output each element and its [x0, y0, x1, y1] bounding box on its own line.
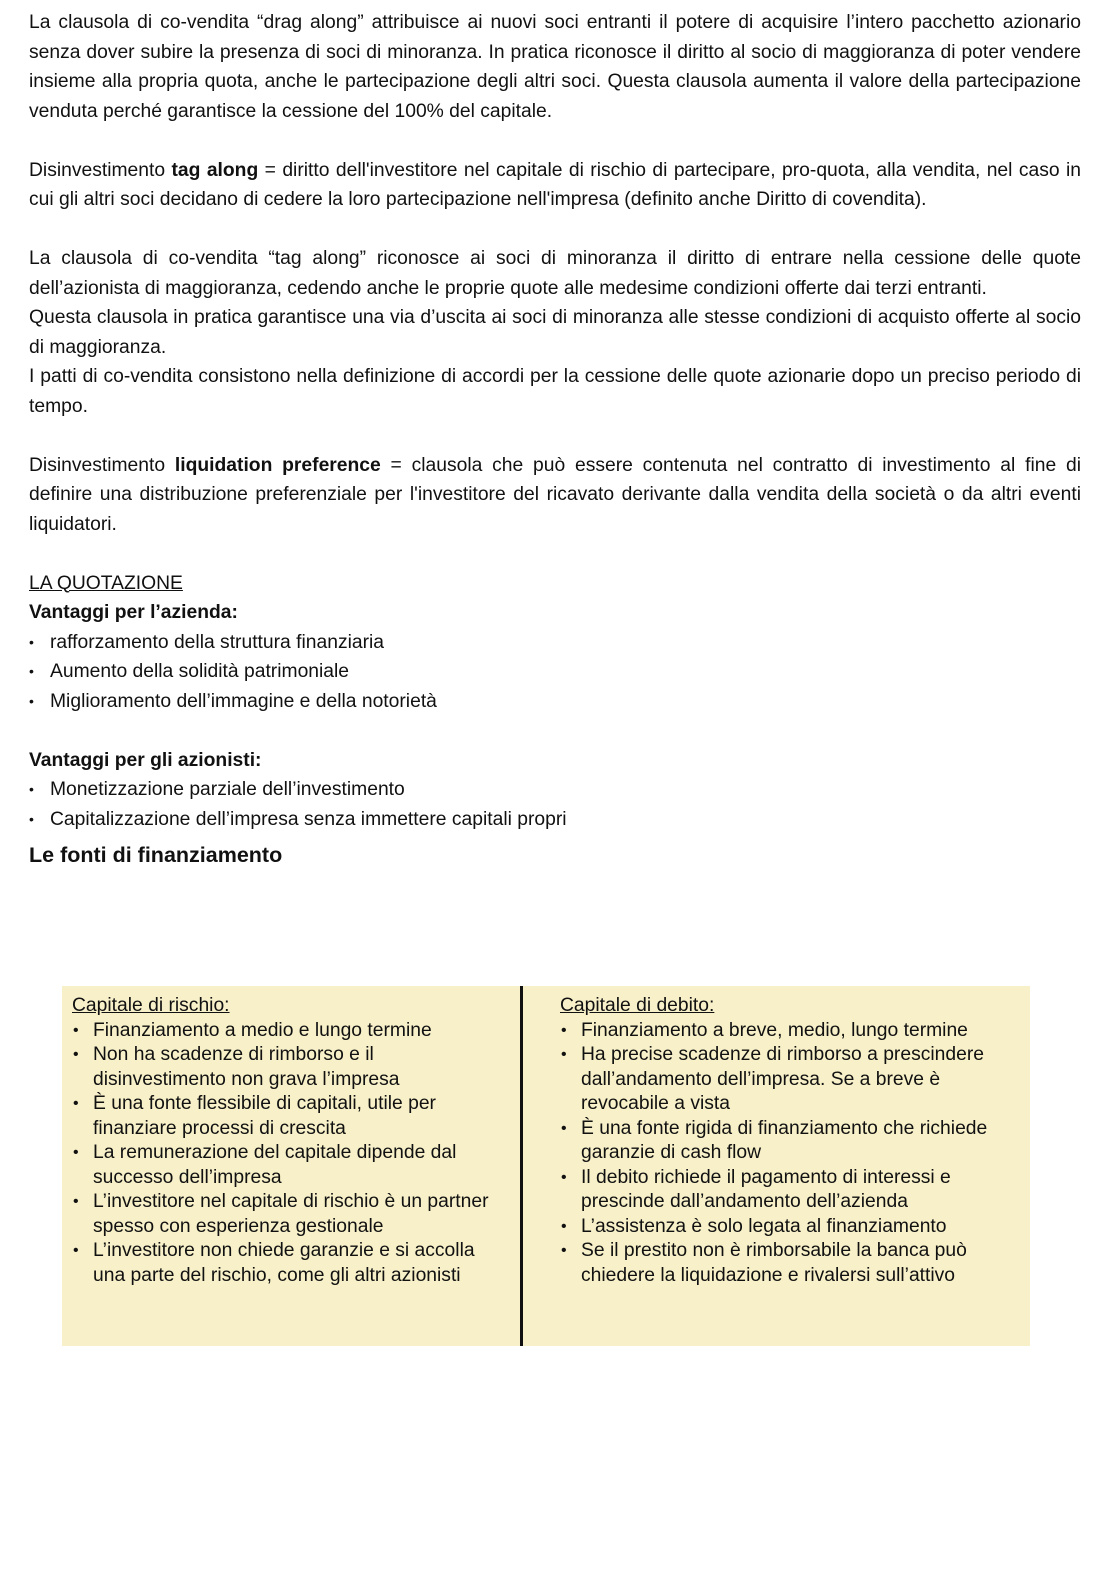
list-item: • Finanziamento a breve, medio, lungo termine	[560, 1019, 1016, 1044]
fonti-comparison-table	[62, 986, 1030, 1346]
capitale-rischio-list	[72, 1019, 507, 1289]
list-item: • Miglioramento dell’immagine e della notorietà	[29, 687, 1081, 717]
quotazione-title: LA QUOTAZIONE	[29, 572, 183, 594]
capitale-rischio-title: Capitale di rischio:	[72, 995, 230, 1016]
list-item: • Ha precise scadenze di rimborso a prescindere dall’andamento dell’impresa. Se a breve è revocabile a vista	[560, 1043, 1016, 1117]
tag-along-definition	[29, 156, 1081, 215]
list-item: • Non ha scadenze di rimborso e il disinvestimento non grava l’impresa	[72, 1043, 507, 1092]
tag-along-clause-paragraph: La clausola di co-vendita “tag along” riconosce ai soci di minoranza il diritto di entrare nella cessione delle quote dell’azionista di maggioranza, cedendo anche le proprie quote alle medesime condizioni offerte dai terzi entranti.	[29, 248, 1081, 299]
tag-along-exit-paragraph: Questa clausola in pratica garantisce una via d’uscita ai soci di minoranza alle stesse condizioni di acquisto offerte al socio di maggioranza.	[29, 307, 1081, 358]
vantaggi-azionisti-title: Vantaggi per gli azionisti:	[29, 749, 262, 771]
list-item: • Il debito richiede il pagamento di interessi e prescinde dall’andamento dell’azienda	[560, 1166, 1016, 1215]
list-item: • Finanziamento a medio e lungo termine	[72, 1019, 507, 1044]
tag-along-term: tag along	[171, 159, 259, 181]
document-page	[29, 8, 1081, 874]
list-item: • È una fonte rigida di finanziamento che richiede garanzie di cash flow	[560, 1117, 1016, 1166]
list-item: • È una fonte flessibile di capitali, utile per finanziare processi di crescita	[72, 1092, 507, 1141]
list-item: • rafforzamento della struttura finanziaria	[29, 628, 1081, 658]
list-item: • Monetizzazione parziale dell’investimento	[29, 775, 1081, 805]
vantaggi-azionisti-list	[29, 775, 1081, 834]
vantaggi-azienda-title: Vantaggi per l’azienda:	[29, 602, 238, 623]
list-item: • L’investitore non chiede garanzie e si accolla una parte del rischio, come gli altri azionisti	[72, 1239, 507, 1288]
list-item: • Se il prestito non è rimborsabile la banca può chiedere la liquidazione e rivalersi sull’attivo	[560, 1239, 1016, 1288]
capitale-debito-title: Capitale di debito:	[560, 995, 715, 1016]
liq-def: = clausola che può essere contenuta nel contratto di investimento al fine di definire una distribuzione preferenziale per l'investitore del ricavato derivante dalla vendita della società o da altri eventi liquidatori.	[29, 454, 1081, 535]
drag-along-paragraph: La clausola di co-vendita “drag along” attribuisce ai nuovi soci entranti il potere di acquisire l’intero pacchetto azionario senza dover subire la presenza di soci di minoranza. In pratica riconosce il diritto al socio di maggioranza di poter vendere insieme alla propria quota, anche le partecipazione degli altri soci. Questa clausola aumenta il valore della partecipazione venduta perché garantisce la cessione del 100% del capitale.	[29, 12, 1081, 122]
liquidation-preference-definition	[29, 451, 1081, 540]
tag-along-def: = diritto dell'investitore nel capitale di rischio di partecipare, pro-quota, alla vendita, nel caso in cui gli altri soci decidano di cedere la loro partecipazione nell'impresa (definito anche Diritto di covendita).	[29, 159, 1081, 210]
tag-along-prefix: Disinvestimento	[29, 159, 172, 181]
capitale-rischio-column	[62, 986, 521, 1346]
patti-paragraph: I patti di co-vendita consistono nella definizione di accordi per la cessione delle quote azionarie dopo un preciso periodo di tempo.	[29, 366, 1081, 417]
capitale-debito-list	[560, 1019, 1016, 1289]
list-item: • L’investitore nel capitale di rischio è un partner spesso con esperienza gestionale	[72, 1190, 507, 1239]
list-item: • La remunerazione del capitale dipende dal successo dell’impresa	[72, 1141, 507, 1190]
vantaggi-azienda-list	[29, 628, 1081, 717]
list-item: • Aumento della solidità patrimoniale	[29, 657, 1081, 687]
capitale-debito-column	[521, 986, 1030, 1346]
liq-term: liquidation preference	[174, 454, 381, 476]
list-item: • L’assistenza è solo legata al finanziamento	[560, 1215, 1016, 1240]
list-item: • Capitalizzazione dell’impresa senza immettere capitali propri	[29, 805, 1081, 835]
fonti-finanziamento-title: Le fonti di finanziamento	[29, 843, 283, 867]
liq-prefix: Disinvestimento	[29, 454, 175, 476]
